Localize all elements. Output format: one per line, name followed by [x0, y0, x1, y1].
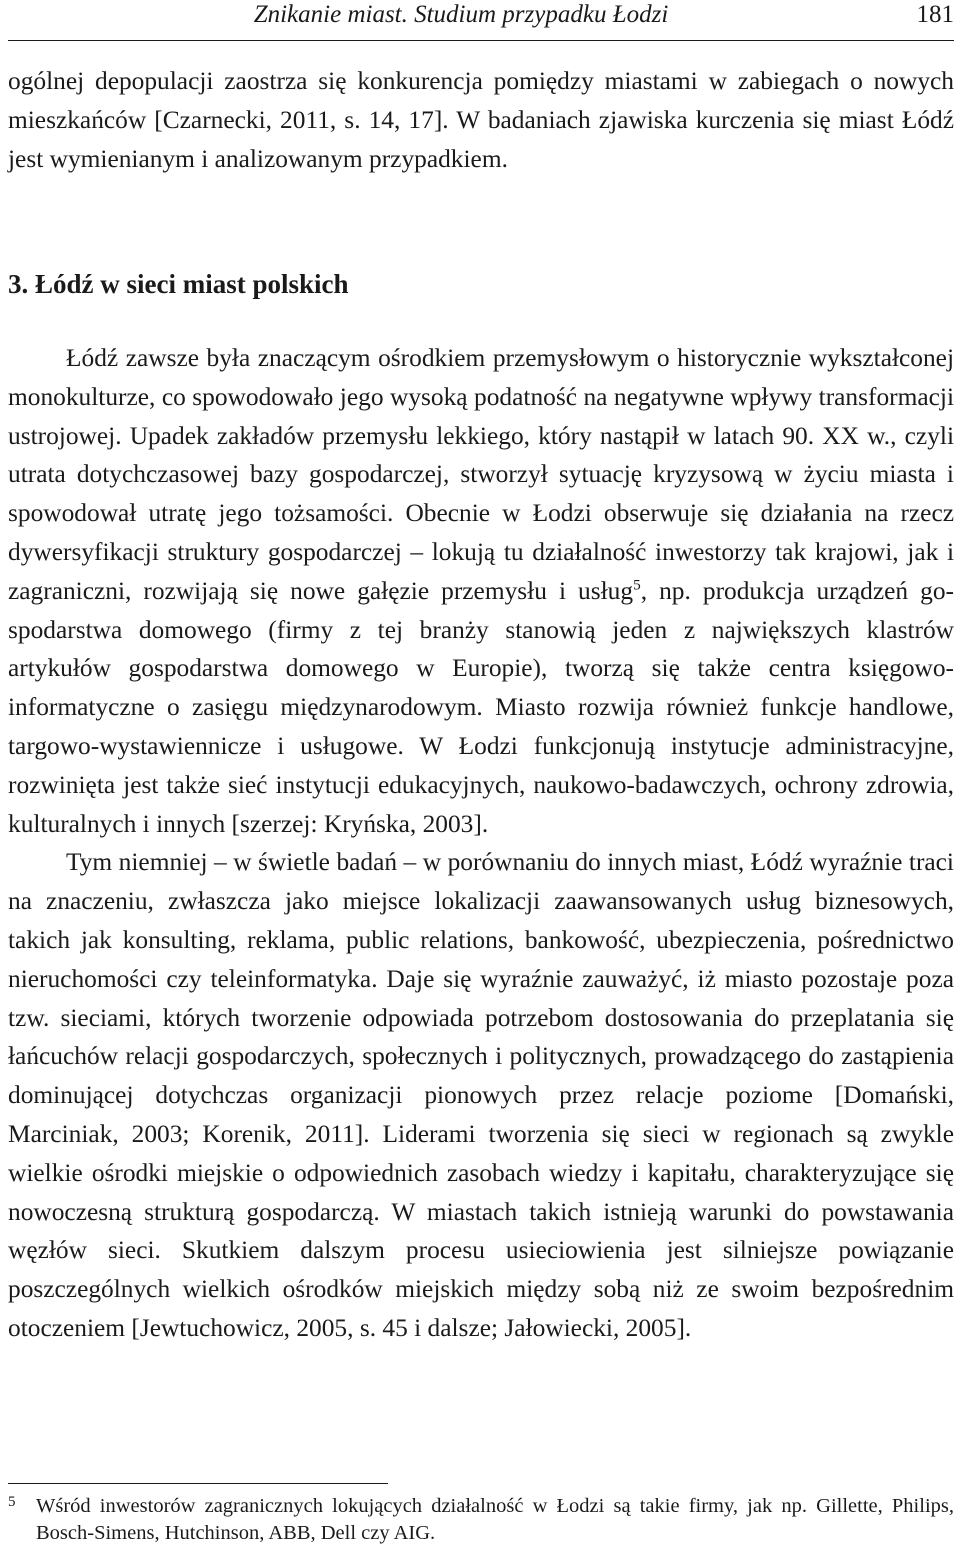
running-title: Znikanie miast. Studium przypadku Łodzi [253, 1, 669, 28]
section-body [8, 339, 954, 1348]
footnote-marker: 5 [8, 1494, 16, 1510]
footnote-reference[interactable]: 5 [633, 576, 641, 594]
section-paragraph-1 [8, 339, 954, 843]
paragraph-1-text-a: Łódź zawsze była znaczącym ośrodkiem przemysłowym o historycznie wykształconej monokulturze, co spowodowało jego wysoką podatność na negatywne wpływy transformacji ustrojowej. Upadek zakładów przemysłu lekkiego, który nastąpił w latach 90. XX w., czyli utrata dotychczasowej bazy gospodarczej, stworzył sytuację kryzysową w życiu miasta i spowodował utratę jego tożsamości. Obecnie w Łodzi obserwuje się działania na rzecz dywersyfikacji struktury gospodarczej – lokują tu działalność inwestorzy tak krajowi, jak i zagraniczni, rozwijają się nowe gałęzie przemysłu i usług [8, 344, 954, 605]
header-rule [8, 40, 954, 41]
section-heading: 3. Łódź w sieci miast polskich [8, 269, 349, 299]
footnote [8, 1493, 954, 1547]
continuation-paragraph: ogólnej depopulacji zaostrza się konkurencja pomiędzy miastami w zabiegach o nowych mieszkańców [Czarnecki, 2011, s. 14, 17]. W badaniach zjawiska kurczenia się miast Łódź jest wymienianym i analizowanym przypadkiem. [8, 67, 954, 173]
running-header [8, 0, 954, 34]
footnote-rule [8, 1483, 388, 1484]
footnote-text: Wśród inwestorów zagranicznych lokujących działalność w Łodzi są takie firmy, jak np. Gillette, Philips, Bosch-Simens, Hutchinson, ABB, Dell czy AIG. [36, 1495, 954, 1544]
continuation-paragraph-block [8, 62, 954, 178]
section-paragraph-2: Tym niemniej – w świetle badań – w porównaniu do innych miast, Łódź wyraźnie traci na znaczeniu, zwłaszcza jako miejsce lokalizacji zaawansowanych usług biznesowych, takich jak konsulting, reklama, public relations, bankowość, ubezpieczenia, pośrednictwo nieruchomości czy teleinformatyka. Daje się wyraźnie zauważyć, iż miasto pozostaje poza tzw. sieciami, których tworzenie odpowiada potrzebom dostosowania do przeplatania się łańcuchów relacji gospodarczych, społecznych i politycznych, prowadzącego do zastąpienia dominującej dotychczas organizacji pionowych przez relacje poziome [Domański, Marciniak, 2003; Korenik, 2011]. Liderami tworzenia się sieci w regionach są zwykle wielkie ośrodki miejskie o odpowiednich zasobach wiedzy i kapitału, charakteryzujące się nowoczesną strukturą gospodarczą. W miastach takich istnieją warunki do powstawania węzłów sieci. Skutkiem dalszym procesu usieciowienia jest silniejsze powiązanie poszczególnych wielkich ośrodków miejskich między sobą niż ze swoim bezpośrednim otoczeniem [Jewtuchowicz, 2005, s. 45 i dalsze; Jałowiecki, 2005]. [8, 848, 954, 1342]
paragraph-1-text-b: , np. produkcja urządzeń gospodarstwa domowego (firmy z tej branży stanowią jeden z największych klastrów artykułów gospodarstwa domowego w Europie), tworzą się także centra księgowo-informatyczne o zasięgu międzynarodowym. Miasto rozwija również funkcje handlowe, targowo-wystawiennicze i usługowe. W Łodzi funkcjonują instytucje administracyjne, rozwinięta jest także sieć instytucji edukacyjnych, naukowo-badawczych, ochrony zdrowia, kulturalnych i innych [szerzej: Kryńska, 2003]. [8, 576, 954, 838]
page-number: 181 [916, 1, 954, 28]
